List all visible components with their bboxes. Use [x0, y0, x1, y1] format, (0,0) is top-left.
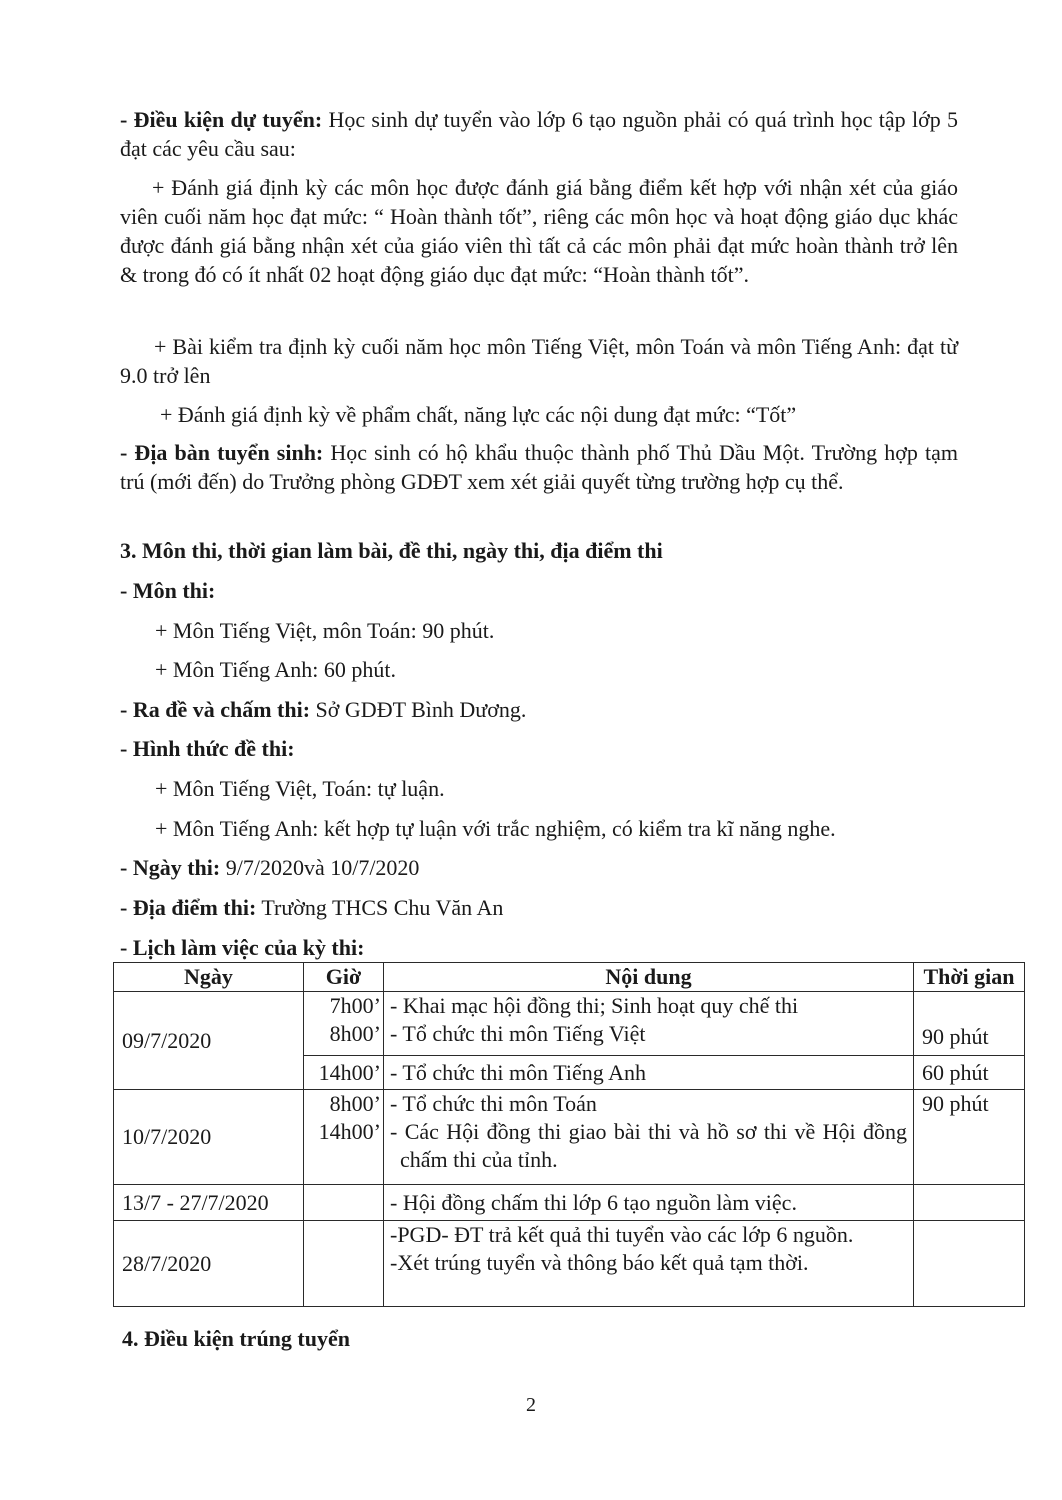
dia-ban-label: - Địa bàn tuyển sinh: [120, 440, 324, 465]
date-cell: 28/7/2020 [114, 1221, 304, 1307]
duration-cell: 90 phút [914, 1090, 1025, 1185]
dieu-kien-label: - Điều kiện dự tuyển: [120, 107, 323, 132]
mon-thi-item-2: + Môn Tiếng Anh: 60 phút. [155, 657, 397, 682]
time-cell: 7h00’ 8h00’ [304, 992, 384, 1056]
header-content: Nội dung [384, 963, 914, 992]
time-cell [304, 1185, 384, 1221]
bullet-bai-kiem-tra: + Bài kiểm tra định kỳ cuối năm học môn Tiếng Việt, môn Toán và môn Tiếng Anh: đạt từ 9.0 trở lên [120, 334, 958, 388]
hinh-thuc-label: - Hình thức đề thi: [120, 736, 295, 761]
time-cell: 8h00’ 14h00’ [304, 1090, 384, 1185]
ra-de-cham-thi: - Ra đề và chấm thi: Sở GDĐT Bình Dương. [120, 697, 527, 722]
dieu-kien-text: Học sinh dự tuyển vào lớp 6 tạo nguồn phải có quá trình học tập lớp 5 đạt các yêu cầu sau: [120, 107, 959, 161]
duration-cell [914, 1221, 1025, 1307]
time-cell [304, 1221, 384, 1307]
schedule-table [113, 962, 1025, 1307]
header-date: Ngày [114, 963, 304, 992]
table-row [114, 1090, 1025, 1185]
bullet-pham-chat: + Đánh giá định kỳ về phẩm chất, năng lực các nội dung đạt mức: “Tốt” [160, 402, 797, 427]
date-cell: 10/7/2020 [114, 1090, 304, 1185]
date-cell: 09/7/2020 [114, 992, 304, 1090]
hinh-thuc-item-1: + Môn Tiếng Việt, Toán: tự luận. [155, 776, 445, 801]
dieu-kien-du-tuyen [120, 105, 958, 163]
header-time: Giờ [304, 963, 384, 992]
ngay-thi: - Ngày thi: 9/7/2020và 10/7/2020 [120, 855, 420, 880]
content-cell: - Tổ chức thi môn Toán - Các Hội đồng thi giao bài thi và hồ sơ thi về Hội đồng chấm thi của tỉnh. [384, 1090, 914, 1185]
hinh-thuc-item-2: + Môn Tiếng Anh: kết hợp tự luận với trắc nghiệm, có kiểm tra kĩ năng nghe. [155, 816, 836, 841]
lich-lam-viec-label: - Lịch làm việc của kỳ thi: [120, 935, 365, 960]
content-cell: - Tổ chức thi môn Tiếng Anh [384, 1056, 914, 1090]
header-duration: Thời gian [914, 963, 1025, 992]
mon-thi-label: - Môn thi: [120, 578, 216, 603]
dia-ban-text: Học sinh có hộ khẩu thuộc thành phố Thủ Dầu Một. Trường hợp tạm trú (mới đến) do Trưởng phòng GDĐT xem xét giải quyết từng trường hợp cụ thể. [120, 440, 958, 494]
dia-diem-thi: - Địa điểm thi: Trường THCS Chu Văn An [120, 895, 504, 920]
content-cell: - Hội đồng chấm thi lớp 6 tạo nguồn làm việc. [384, 1185, 914, 1221]
table-row [114, 1221, 1025, 1307]
table-header-row [114, 963, 1025, 992]
duration-cell: 90 phút [914, 992, 1025, 1056]
mon-thi-item-1: + Môn Tiếng Việt, môn Toán: 90 phút. [155, 618, 495, 643]
date-cell: 13/7 - 27/7/2020 [114, 1185, 304, 1221]
table-row [114, 992, 1025, 1056]
duration-cell: 60 phút [914, 1056, 1025, 1090]
bullet-danh-gia-mon-hoc: + Đánh giá định kỳ các môn học được đánh giá bằng điểm kết hợp với nhận xét của giáo viên cuối năm học đạt mức: “ Hoàn thành tốt”, riêng các môn học và hoạt động giáo dục khác được đánh giá bằng nhận xét của giáo viên thì tất cả các môn phải đạt mức hoàn thành trở lên & trong đó có ít nhất 02 hoạt động giáo dục đạt mức: “Hoàn thành tốt”. [120, 175, 958, 287]
table-row [114, 1185, 1025, 1221]
content-cell: -PGD- ĐT trả kết quả thi tuyển vào các lớp 6 nguồn. -Xét trúng tuyển và thông báo kết quả tạm thời. [384, 1221, 914, 1307]
duration-cell [914, 1185, 1025, 1221]
dia-ban-tuyen-sinh [120, 438, 958, 496]
content-cell: - Khai mạc hội đồng thi; Sinh hoạt quy chế thi - Tổ chức thi môn Tiếng Việt [384, 992, 914, 1056]
section-3-heading: 3. Môn thi, thời gian làm bài, đề thi, ngày thi, địa điểm thi [120, 538, 663, 563]
time-cell: 14h00’ [304, 1056, 384, 1090]
page-number: 2 [526, 1394, 536, 1416]
section-4-heading: 4. Điều kiện trúng tuyển [122, 1326, 350, 1351]
